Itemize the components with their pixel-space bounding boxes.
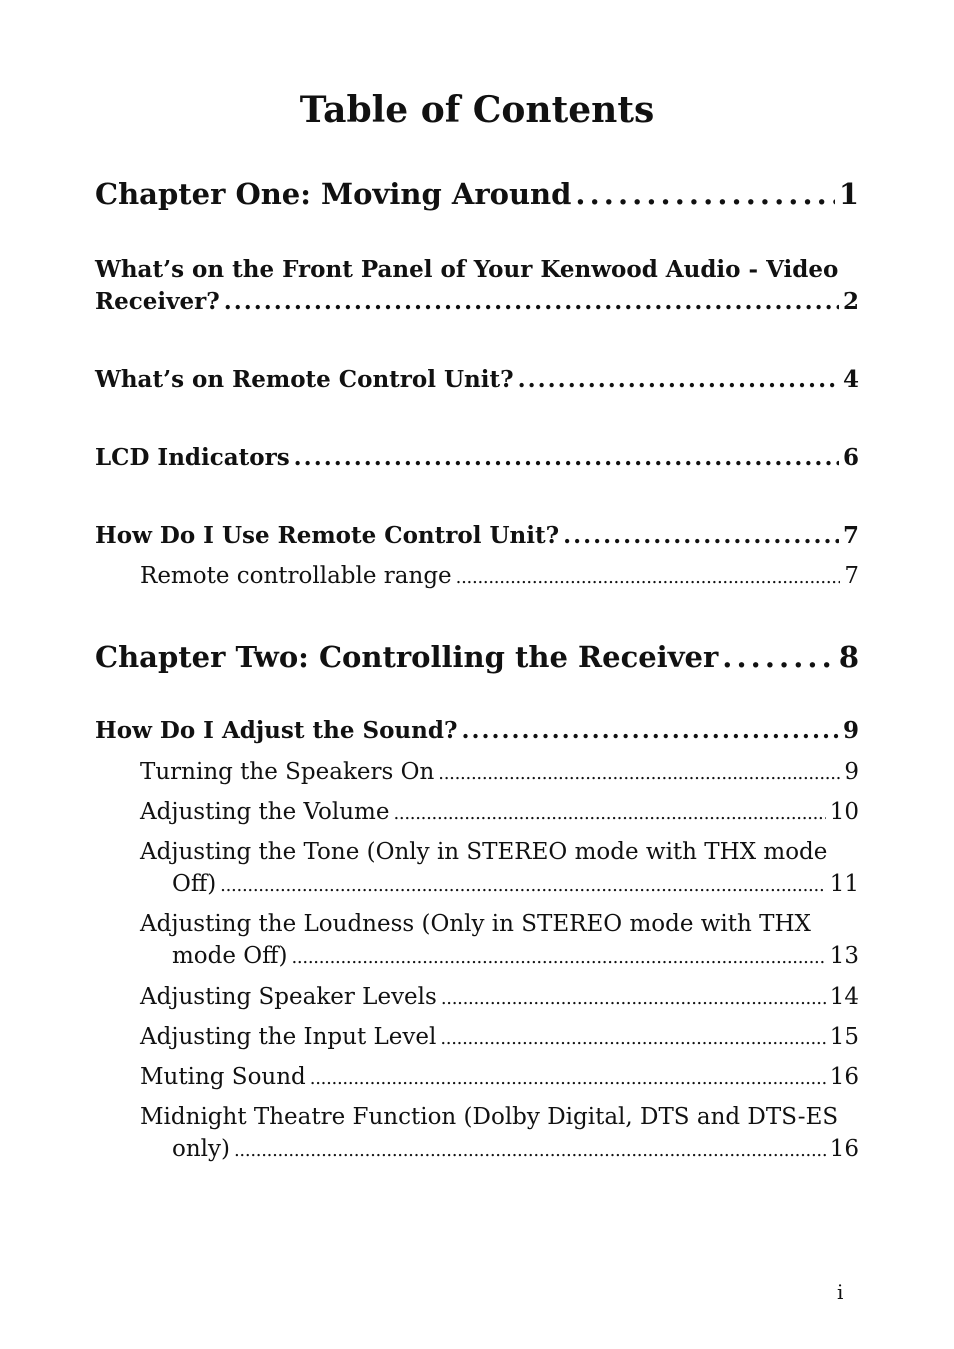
- dot-leader: [441, 983, 826, 1015]
- toc-adjust-sound[interactable]: [95, 715, 859, 747]
- toc-page-number: 11: [829, 871, 859, 897]
- dot-leader: [224, 286, 839, 318]
- dot-leader: [563, 520, 839, 552]
- dot-leader: [461, 715, 839, 747]
- dot-leader: [220, 870, 826, 902]
- toc-page-number: 8: [838, 640, 859, 674]
- toc-label: How Do I Use Remote Control Unit?: [95, 522, 560, 549]
- toc-muting[interactable]: [140, 1061, 859, 1095]
- toc-lcd-indicators[interactable]: [95, 442, 859, 474]
- toc-label: only): [172, 1136, 230, 1162]
- toc-use-remote[interactable]: [95, 520, 859, 552]
- dot-leader: [294, 442, 839, 474]
- toc-page-number: 16: [829, 1136, 859, 1162]
- toc-page-number: 7: [844, 563, 859, 589]
- toc-label: mode Off): [172, 943, 288, 969]
- toc-remote-control-unit[interactable]: [95, 364, 859, 396]
- toc-page-number: 1: [838, 177, 859, 211]
- toc-speakers-on[interactable]: [140, 756, 859, 790]
- toc-tone[interactable]: [172, 868, 859, 902]
- toc-label: Adjusting the Volume: [140, 799, 390, 825]
- toc-chapter-two[interactable]: [95, 639, 859, 675]
- dot-leader: [518, 364, 839, 396]
- toc-front-panel[interactable]: [95, 286, 859, 318]
- toc-loudness-line1[interactable]: Adjusting the Loudness (Only in STEREO mode with THX: [140, 911, 811, 937]
- toc-page-number: 2: [842, 288, 859, 315]
- dot-leader: [234, 1135, 826, 1167]
- toc-page-number: 6: [842, 444, 859, 471]
- toc-loudness[interactable]: [172, 940, 859, 974]
- toc-midnight[interactable]: [172, 1133, 859, 1167]
- toc-chapter-one[interactable]: [95, 176, 859, 212]
- dot-leader: [438, 758, 840, 790]
- toc-front-panel-line1[interactable]: What’s on the Front Panel of Your Kenwood Audio - Video: [95, 256, 839, 283]
- toc-page-number: 7: [842, 522, 859, 549]
- toc-label: How Do I Adjust the Sound?: [95, 717, 458, 744]
- footer-page-number: i: [837, 1280, 844, 1304]
- toc-label: LCD Indicators: [95, 444, 290, 471]
- toc-page-number: 15: [829, 1024, 859, 1050]
- toc-label: Muting Sound: [140, 1064, 306, 1090]
- toc-page-number: 13: [829, 943, 859, 969]
- toc-remote-range[interactable]: [140, 560, 859, 594]
- toc-page-number: 4: [842, 366, 859, 393]
- toc-label: Adjusting the Input Level: [140, 1024, 437, 1050]
- toc-page-number: 16: [829, 1064, 859, 1090]
- toc-label: Remote controllable range: [140, 563, 452, 589]
- toc-label: Turning the Speakers On: [140, 759, 435, 785]
- toc-page-number: 9: [844, 759, 859, 785]
- dot-leader: [575, 176, 834, 212]
- toc-page-number: 10: [829, 799, 859, 825]
- dot-leader: [393, 798, 825, 830]
- toc-label: Receiver?: [95, 288, 220, 315]
- dot-leader: [310, 1063, 826, 1095]
- toc-speaker-levels[interactable]: [140, 981, 859, 1015]
- toc-tone-line1[interactable]: Adjusting the Tone (Only in STEREO mode with THX mode: [140, 839, 828, 865]
- toc-label: Off): [172, 871, 217, 897]
- toc-label: Adjusting Speaker Levels: [140, 984, 437, 1010]
- toc-label: What’s on Remote Control Unit?: [95, 366, 514, 393]
- toc-volume[interactable]: [140, 796, 859, 830]
- dot-leader: [722, 639, 835, 675]
- toc-input-level[interactable]: [140, 1021, 859, 1055]
- toc-label: Chapter One: Moving Around: [95, 177, 572, 211]
- page-title: Table of Contents: [299, 89, 655, 131]
- dot-leader: [440, 1023, 825, 1055]
- toc-page-number: 9: [842, 717, 859, 744]
- toc-label: Chapter Two: Controlling the Receiver: [95, 640, 719, 674]
- toc-page-number: 14: [829, 984, 859, 1010]
- dot-leader: [456, 562, 841, 594]
- toc-midnight-line1[interactable]: Midnight Theatre Function (Dolby Digital, DTS and DTS-ES: [140, 1104, 839, 1130]
- dot-leader: [291, 942, 825, 974]
